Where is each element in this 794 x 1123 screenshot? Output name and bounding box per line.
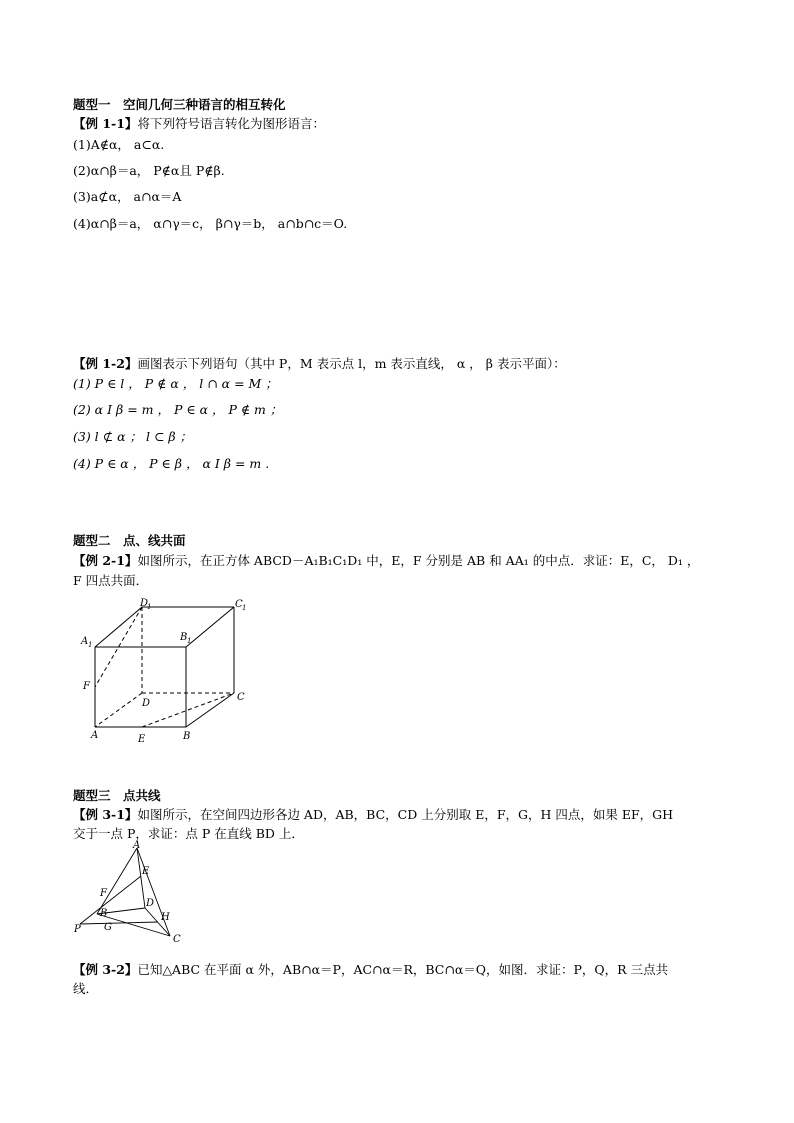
example-3-2-line-2: 线． bbox=[73, 981, 99, 996]
cube-label-e: E bbox=[138, 734, 146, 745]
quad-label-f: F bbox=[100, 888, 107, 899]
example-1-1-item-2: (2)α∩β＝a， P∉α且 P∉β. bbox=[73, 163, 225, 178]
svg-text:1: 1 bbox=[147, 603, 152, 611]
quad-label-a: A bbox=[133, 840, 141, 851]
quad-label-c: C bbox=[173, 934, 181, 945]
cube-label-c1: C bbox=[235, 599, 243, 610]
example-1-1-label: 【例 1-1】 bbox=[73, 116, 138, 131]
example-1-2-item-4: (4) P ∈ α ， P ∈ β ， α I β = m . bbox=[73, 456, 270, 471]
example-1-1-item-4: (4)α∩β＝a， α∩γ＝c， β∩γ＝b， a∩b∩c＝O. bbox=[73, 216, 348, 231]
section1-title: 题型一 空间几何三种语言的相互转化 bbox=[73, 97, 286, 112]
svg-text:1: 1 bbox=[242, 604, 247, 612]
example-3-1-text: 如图所示，在空间四边形各边 AD，AB，BC，CD 上分别取 E，F，G，H 四点，如果 EF，GH bbox=[137, 807, 674, 822]
example-2-1-label: 【例 2-1】 bbox=[73, 553, 138, 568]
example-1-1-prompt bbox=[73, 116, 325, 132]
quad-label-d: D bbox=[146, 898, 155, 909]
example-1-1-item-1: (1)A∉α， a⊂α. bbox=[73, 137, 165, 152]
example-3-1-label: 【例 3-1】 bbox=[73, 807, 138, 822]
example-2-1-text: 如图所示，在正方体 ABCD－A₁B₁C₁D₁ 中，E，F 分别是 AB 和 AA₁ 的中点．求证：E，C， D₁ ， bbox=[137, 553, 700, 568]
example-3-1-line-1 bbox=[73, 807, 673, 823]
example-1-2-text: 画图表示下列语句（其中 P，M 表示点 l，m 表示直线， α ， β 表示平面）： bbox=[137, 356, 566, 371]
cube-label-f: F bbox=[83, 681, 90, 692]
cube-label-d: D bbox=[142, 698, 151, 709]
quad-label-h: H bbox=[161, 912, 170, 923]
quad-label-p: P bbox=[74, 924, 81, 935]
example-1-2-item-1: (1) P ∈ l ， P ∉ α ， l ∩ α = M ； bbox=[73, 376, 278, 391]
cube-label-c: C bbox=[237, 692, 245, 703]
example-2-1-line-1 bbox=[73, 553, 699, 569]
example-3-1-line-2: 交于一点 P，求证：点 P 在直线 BD 上． bbox=[73, 826, 304, 841]
example-1-2-label: 【例 1-2】 bbox=[73, 356, 138, 371]
cube-label-b: B bbox=[183, 731, 191, 742]
section3-title: 题型三 点共线 bbox=[73, 788, 161, 803]
quad-label-g: G bbox=[104, 922, 112, 933]
cube-label-d1: D bbox=[140, 598, 149, 609]
svg-text:1: 1 bbox=[187, 637, 192, 645]
section2-title: 题型二 点、线共面 bbox=[73, 533, 186, 548]
tetrahedron-diagram bbox=[70, 838, 190, 946]
example-1-1-item-3: (3)a⊄α， a∩α＝A bbox=[73, 189, 182, 204]
cube-label-b1: B bbox=[180, 632, 188, 643]
example-3-2-line-1 bbox=[73, 962, 668, 978]
example-2-1-line-2: F 四点共面． bbox=[73, 573, 149, 588]
example-1-2-prompt bbox=[73, 356, 566, 372]
cube-diagram bbox=[70, 595, 260, 747]
example-3-2-label: 【例 3-2】 bbox=[73, 962, 138, 977]
example-1-2-item-2: (2) α I β = m ， P ∈ α ， P ∉ m ； bbox=[73, 402, 283, 417]
example-1-1-text: 将下列符号语言转化为图形语言： bbox=[137, 116, 325, 131]
example-3-2-text: 已知△ABC 在平面 α 外，AB∩α＝P，AC∩α＝R，BC∩α＝Q，如图．求证：P，Q，R 三点共 bbox=[137, 962, 669, 977]
quad-label-b: B bbox=[100, 908, 108, 919]
svg-text:1: 1 bbox=[88, 641, 93, 649]
cube-label-a: A bbox=[91, 730, 99, 741]
example-1-2-item-3: (3) l ⊄ α ； l ⊂ β ； bbox=[73, 429, 193, 444]
cube-label-a1: A bbox=[81, 636, 89, 647]
quad-label-e: E bbox=[142, 866, 150, 877]
